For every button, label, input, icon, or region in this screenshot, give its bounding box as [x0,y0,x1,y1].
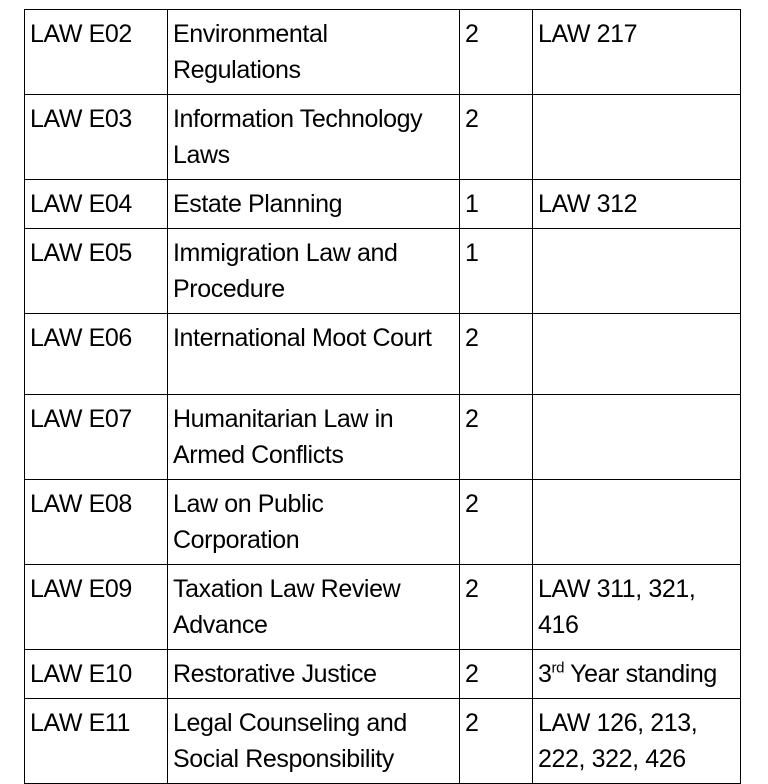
course-units: 1 [460,229,533,314]
course-units: 1 [460,180,533,229]
course-title: Restorative Justice [168,650,460,699]
table-row [25,95,741,180]
course-prerequisite [533,314,741,395]
course-code: LAW E04 [25,180,168,229]
table-row [25,480,741,565]
prereq-ordinal-suffix: rd [551,659,565,677]
table-row [25,180,741,229]
course-prerequisite: LAW 126, 213, 222, 322, 426 [533,699,741,784]
course-units: 2 [460,395,533,480]
course-prerequisite [533,480,741,565]
course-title: International Moot Court [168,314,460,395]
prereq-text: Year standing [564,660,717,688]
course-title: Information Technology Laws [168,95,460,180]
table-row [25,565,741,650]
table-row [25,395,741,480]
courses-table [24,9,741,784]
table-row [25,650,741,699]
course-prerequisite: LAW 312 [533,180,741,229]
course-units: 2 [460,10,533,95]
course-title: Legal Counseling and Social Responsibility [168,699,460,784]
course-title: Taxation Law Review Advance [168,565,460,650]
course-units: 2 [460,699,533,784]
course-title: Law on Public Corporation [168,480,460,565]
course-units: 2 [460,314,533,395]
table-row [25,699,741,784]
course-code: LAW E08 [25,480,168,565]
course-prerequisite: LAW 217 [533,10,741,95]
table-row [25,10,741,95]
course-code: LAW E02 [25,10,168,95]
course-prerequisite [533,395,741,480]
course-code: LAW E11 [25,699,168,784]
table-row [25,229,741,314]
table-row [25,314,741,395]
course-code: LAW E06 [25,314,168,395]
course-title: Immigration Law and Procedure [168,229,460,314]
course-prerequisite: LAW 311, 321, 416 [533,565,741,650]
course-code: LAW E03 [25,95,168,180]
course-prerequisite [533,650,741,699]
course-units: 2 [460,95,533,180]
course-title: Estate Planning [168,180,460,229]
course-code: LAW E07 [25,395,168,480]
course-units: 2 [460,480,533,565]
course-code: LAW E05 [25,229,168,314]
prereq-number: 3 [538,660,552,688]
course-units: 2 [460,650,533,699]
course-title: Humanitarian Law in Armed Conflicts [168,395,460,480]
course-code: LAW E10 [25,650,168,699]
course-prerequisite [533,229,741,314]
course-title: Environmental Regulations [168,10,460,95]
course-prerequisite [533,95,741,180]
course-code: LAW E09 [25,565,168,650]
course-units: 2 [460,565,533,650]
